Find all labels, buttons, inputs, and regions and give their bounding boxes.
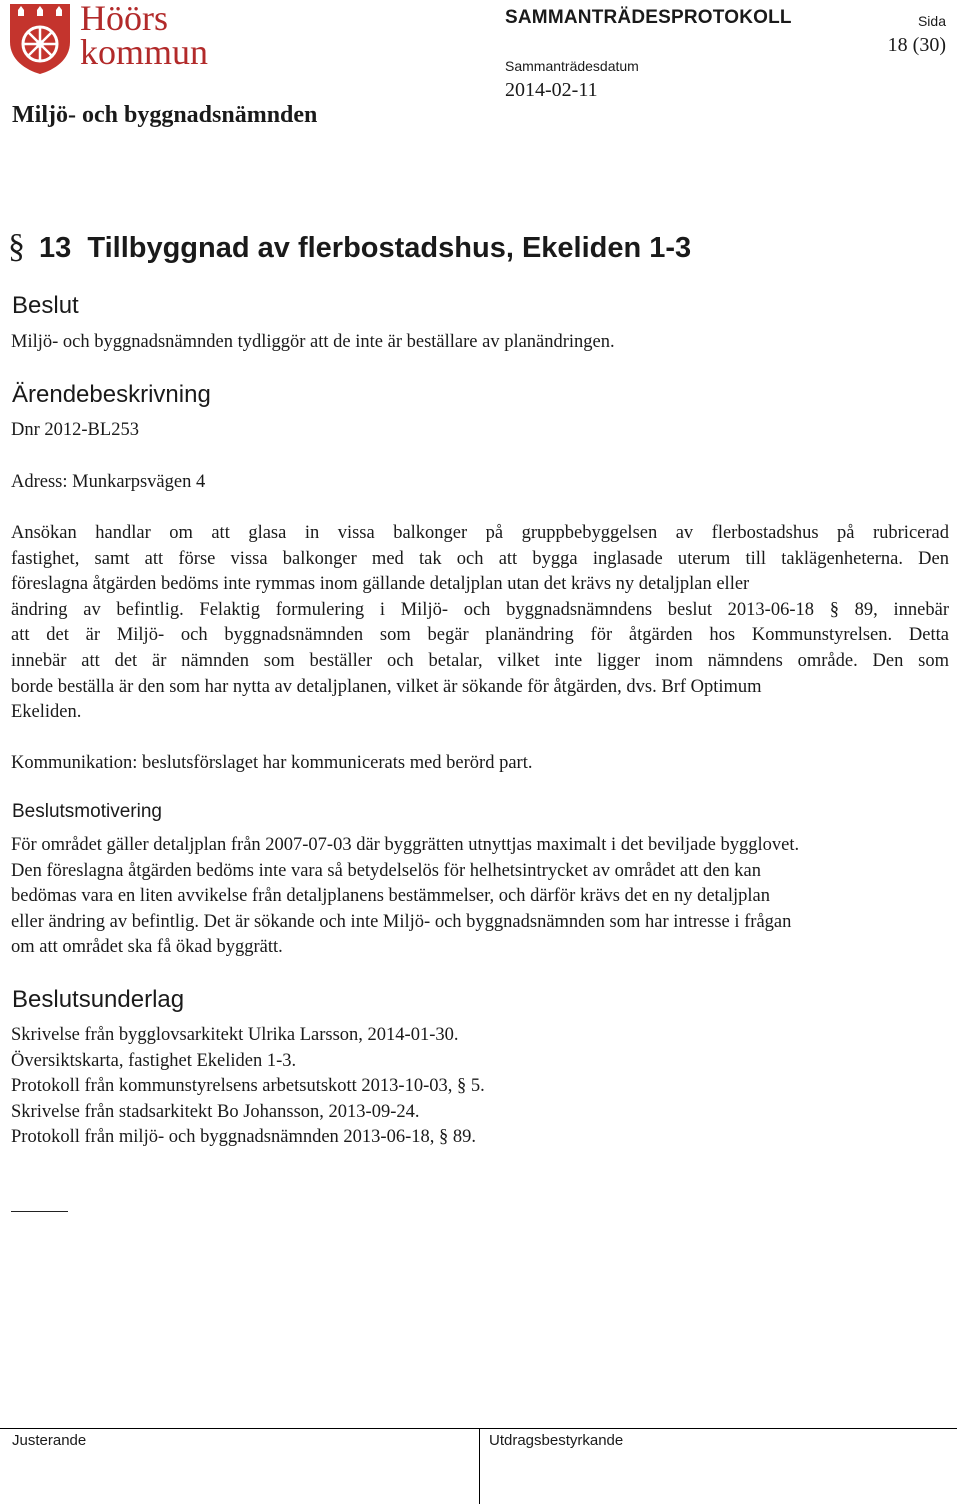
body-line: ändring av befintlig. Felaktig formulering i Miljö- och byggnadsnämndens beslut 2013-06-18 § 89, innebär <box>11 599 949 620</box>
arendebeskrivning-body <box>11 521 949 726</box>
beslutsmotivering-body <box>11 833 949 961</box>
municipality-logo <box>8 2 72 76</box>
paragraph-symbol: § <box>8 228 25 265</box>
section-number: 13 <box>39 232 72 264</box>
body-line: Ansökan handlar om att glasa in vissa balkonger på gruppbebyggelsen av flerbostadshus på rubricerad <box>11 523 949 543</box>
section-title: Tillbyggnad av flerbostadshus, Ekeliden 1-3 <box>87 232 692 264</box>
body-line: För området gäller detaljplan från 2007-07-03 där byggrätten utnyttjas maximalt i det beviljade bygglovet. <box>11 835 800 855</box>
arendebeskrivning-heading: Ärendebeskrivning <box>12 381 211 408</box>
board-name: Miljö- och byggnadsnämnden <box>12 102 318 128</box>
list-item: Skrivelse från bygglovsarkitekt Ulrika Larsson, 2014-01-30. <box>11 1025 459 1045</box>
body-line: föreslagna åtgärden bedöms inte rymmas inom gällande detaljplan utan det krävs ny detaljplan eller <box>11 574 750 595</box>
list-item: Protokoll från miljö- och byggnadsnämnden 2013-06-18, § 89. <box>11 1127 477 1148</box>
municipality-name-line2: kommun <box>80 32 209 72</box>
beslutsmotivering-heading: Beslutsmotivering <box>12 801 162 822</box>
body-line: Den föreslagna åtgärden bedöms inte vara så betydelselös för helhetsintrycket av området att den kan <box>11 860 761 881</box>
body-line: innebär att det är nämnden som beställer och betalar, vilket inte ligger inom nämndens område. Den som <box>11 650 949 671</box>
adress-text: Adress: Munkarpsvägen 4 <box>11 472 206 492</box>
body-line: eller ändring av befintlig. Det är sökande och inte Miljö- och byggnadsnämnden som har intresse i frågan <box>11 911 792 932</box>
coat-of-arms-icon <box>8 2 72 76</box>
page-label: Sida <box>917 13 946 29</box>
body-line: att det är Miljö- och byggnadsnämnden som begär planändring för åtgärden hos Kommunstyrelsen. Detta <box>11 625 949 646</box>
body-line: Ekeliden. <box>11 702 82 723</box>
footer-column-divider <box>479 1428 480 1504</box>
body-line: om att området ska få ökad byggrätt. <box>11 937 283 958</box>
utdragsbestyrkande-label: Utdragsbestyrkande <box>489 1432 624 1449</box>
list-item: Översiktskarta, fastighet Ekeliden 1-3. <box>11 1050 297 1071</box>
beslut-heading: Beslut <box>12 292 79 319</box>
protocol-title: SAMMANTRÄDESPROTOKOLL <box>505 7 792 28</box>
signature-rule <box>11 1211 68 1212</box>
meeting-date-value: 2014-02-11 <box>505 79 598 101</box>
meeting-date-label: Sammanträdesdatum <box>505 58 639 74</box>
list-item: Skrivelse från stadsarkitekt Bo Johansson, 2013-09-24. <box>11 1101 420 1122</box>
kommunikation-text: Kommunikation: beslutsförslaget har kommunicerats med berörd part. <box>11 753 533 773</box>
body-line: bedömas vara en liten avvikelse från detaljplanens bestämmelser, och därför krävs det en ny detaljplan <box>11 886 771 907</box>
list-item: Protokoll från kommunstyrelsens arbetsutskott 2013-10-03, § 5. <box>11 1076 485 1097</box>
beslutsunderlag-heading: Beslutsunderlag <box>12 986 185 1013</box>
page-number: 18 (30) <box>887 34 946 56</box>
dnr-text: Dnr 2012-BL253 <box>11 420 139 440</box>
body-line: borde beställa är den som har nytta av detaljplanen, vilket är sökande för åtgärden, dvs. Brf Optimum <box>11 676 762 697</box>
municipality-name-line1: Höörs <box>80 0 168 38</box>
justerande-label: Justerande <box>12 1432 87 1449</box>
body-line: fastighet, samt att förse vissa balkonger med tak och att bygga inglasade uterum till taklägenheterna. Den <box>11 548 949 569</box>
beslut-text: Miljö- och byggnadsnämnden tydliggör att de inte är beställare av planändringen. <box>11 332 615 352</box>
beslutsunderlag-list <box>11 1023 949 1151</box>
section-heading <box>8 228 691 266</box>
